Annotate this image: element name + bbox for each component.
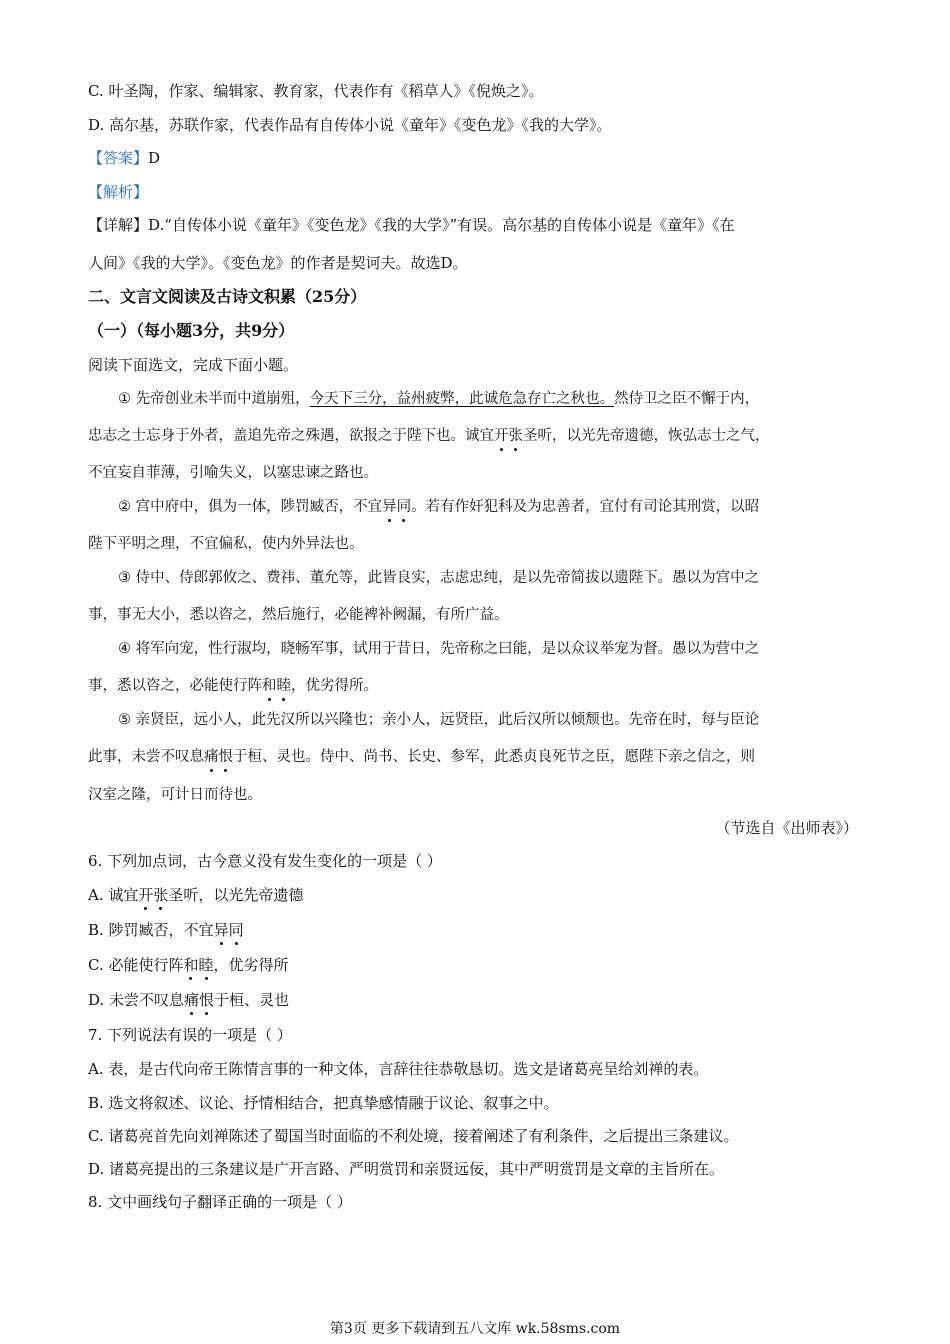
analysis-line-1 bbox=[88, 216, 735, 234]
analysis-line-2: 人间》《我的大学》。《变色龙》的作者是契诃夫。故选D。 bbox=[88, 254, 468, 272]
p5-line-1: ⑤ 亲贤臣，远小人，此先汉所以兴隆也；亲小人，远贤臣，此后汉所以倾颓也。先帝在时，每与臣论 bbox=[118, 712, 760, 728]
q6-option-d: D. 未尝不叹息痛恨于桓、灵也 bbox=[88, 991, 290, 1009]
q7-option-d: D. 诸葛亮提出的三条建议是广开言路、严明赏罚和亲贤远佞，其中严明赏罚是文章的主旨所在。 bbox=[88, 1160, 725, 1178]
p3-line-2: 事，事无大小，悉以咨之，然后施行，必能裨补阙漏，有所广益。 bbox=[88, 607, 509, 623]
underlined-sentence: 今天下三分，益州疲弊，此诚危急存亡之秋也。 bbox=[309, 391, 615, 407]
dotted-char: 睦 bbox=[276, 678, 291, 694]
dotted-char: 开 bbox=[494, 428, 509, 444]
analysis-label: 【解析】 bbox=[88, 183, 149, 201]
p1-line-1: ① 先帝创业未半而中道崩殂，今天下三分，益州疲弊，此诚危急存亡之秋也。然侍卫之臣不懈于内， bbox=[118, 391, 760, 407]
dotted-char: 和 bbox=[262, 678, 277, 694]
q6-option-b: B. 陟罚臧否，不宜异同 bbox=[88, 921, 244, 939]
option-d-prev: D. 高尔基，苏联作家，代表作品有自传体小说《童年》《变色龙》《我的大学》。 bbox=[88, 116, 612, 134]
q7-option-b: B. 选文将叙述、议论、抒情相结合，把真挚感情融于议论、叙事之中。 bbox=[88, 1094, 559, 1112]
answer-label: 【答案】 bbox=[88, 149, 149, 167]
section-title: 二、文言文阅读及古诗文积累（25分） bbox=[88, 287, 367, 306]
q6-option-a: A. 诚宜开张圣听，以光先帝遗德 bbox=[88, 886, 304, 904]
option-c-prev: C. 叶圣陶，作家、编辑家、教育家，代表作有《稻草人》《倪焕之》。 bbox=[88, 82, 544, 100]
page-footer: 第3页 更多下载请到五八文库 wk.58sms.com bbox=[329, 1321, 621, 1337]
p1-line-2: 忠志之士忘身于外者，盖追先帝之殊遇，欲报之于陛下也。诚宜开张圣听，以光先帝遗德，恢弘志士之气， bbox=[88, 428, 770, 444]
dotted-char: 异 bbox=[382, 499, 397, 515]
answer-line bbox=[88, 149, 160, 167]
answer-value: D bbox=[148, 149, 161, 167]
dotted-char: 痛 bbox=[204, 749, 219, 765]
instruction: 阅读下面选文，完成下面小题。 bbox=[88, 356, 299, 374]
dotted-char: 恨 bbox=[218, 749, 233, 765]
p4-line-1: ④ 将军向宠，性行淑均，晓畅军事，试用于昔日，先帝称之曰能，是以众议举宠为督。愚以为营中之 bbox=[118, 641, 760, 657]
q7-stem: 7. 下列说法有误的一项是（ ） bbox=[88, 1026, 292, 1044]
p5-line-2: 此事，未尝不叹息痛恨于桓、灵也。侍中、尚书、长史、参军，此悉贞良死节之臣，愿陛下亲之信之，则 bbox=[88, 749, 755, 765]
p3-line-1: ③ 侍中、侍郎郭攸之、费祎、董允等，此皆良实，志虑忠纯，是以先帝简拔以遗陛下。愚以为宫中之 bbox=[118, 570, 760, 586]
dotted-char: 同 bbox=[396, 499, 412, 515]
p2-line-2: 陛下平明之理，不宜偏私，使内外异法也。 bbox=[88, 536, 364, 552]
q8-stem: 8. 文中画线句子翻译正确的一项是（ ） bbox=[88, 1193, 352, 1211]
q6-stem: 6. 下列加点词，古今意义没有发生变化的一项是（ ） bbox=[88, 852, 442, 870]
dotted-char: 张 bbox=[508, 428, 523, 444]
q6-option-c: C. 必能使行阵和睦，优劣得所 bbox=[88, 956, 289, 974]
q7-option-c: C. 诸葛亮首先向刘禅陈述了蜀国当时面临的不利处境，接着阐述了有利条件，之后提出三条建议。 bbox=[88, 1127, 739, 1145]
q7-option-a: A. 表，是古代向帝王陈情言事的一种文体，言辞往往恭敬恳切。选文是诸葛亮呈给刘禅的表。 bbox=[88, 1060, 709, 1078]
detail-label: 【详解】 bbox=[88, 216, 149, 234]
p5-line-3: 汉室之隆，可计日而待也。 bbox=[88, 787, 262, 803]
p4-line-2: 事，悉以咨之，必能使行阵和睦，优劣得所。 bbox=[88, 678, 378, 694]
section-subtitle: （一）（每小题3分，共9分） bbox=[88, 321, 295, 340]
analysis-text-1: D.“自传体小说《童年》《变色龙》《我的大学》”有误。高尔基的自传体小说是《童年》《在 bbox=[148, 216, 735, 234]
p2-line-1: ② 宫中府中，俱为一体，陟罚臧否，不宜异同。若有作奸犯科及为忠善者，宜付有司论其刑赏，以昭 bbox=[118, 499, 760, 515]
source: （节选自《出师表》） bbox=[715, 819, 858, 837]
p1-line-3: 不宜妄自菲薄，引喻失义，以塞忠谏之路也。 bbox=[88, 465, 378, 481]
